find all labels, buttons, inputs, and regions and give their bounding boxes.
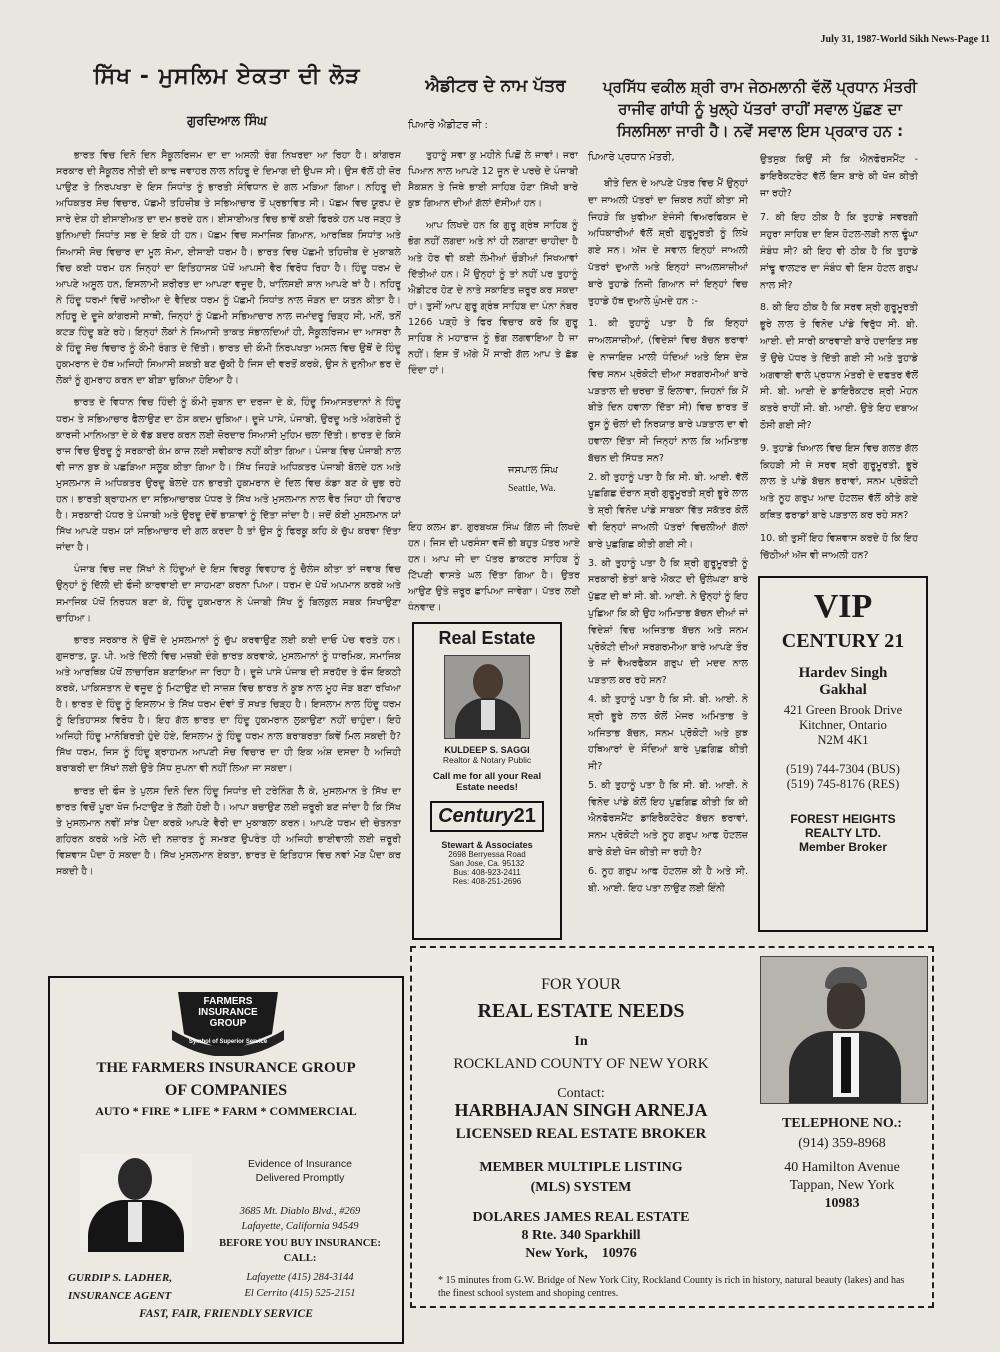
question-item: 6. ਨੂਹ ਗਰੁਪ ਆਫ ਹੋਟਲਜ਼ ਕੀ ਹੈ ਅਤੇ ਸੀ. ਬੀ. ਆਈ. ਇਹ ਪਤਾ ਲਾਉਣ ਲਈ ਇੰਨੀ [588, 865, 748, 894]
farmers-logo-line1: FARMERS [203, 996, 253, 1007]
article1-paragraph: ਭਾਰਤ ਵਿਚ ਦਿਨੋ ਦਿਨ ਸੈਕੂਲਰਿਜਮ ਦਾ ਦਾ ਅਸਲੀ ਰੰਗ ਨਿਖਰਦਾ ਆ ਰਿਹਾ ਹੈ। ਕਾਂਗਰਸ ਸਰਕਾਰ ਦੀ ਸੈਕੂਲਰ ਨੀਤੀ ਦੀ ਕਾਢ ਜਵਾਹਰ ਲਾਲ ਨਹਿਰੂ ਦੇ ਦਿਮਾਗ ਦੀ ਉਪਜ ਸੀ। ਉਸ ਵੱਲੋਂ ਹੀ ਜ਼ੋਰ ਪਾਉਣ ਤੇ ਨਿਰਪਖਤਾ ਦੇ ਇਸ ਸਿਧਾਂਤ ਨੂੰ ਭਾਰਤੀ ਸੰਵਿਧਾਨ ਦੇ ਗਲ ਮੜਿਆ ਗਿਆ। ਨਹਿਰੂ ਦੀ ਅਧਿਕਤਰ ਸੋਚ ਵਿਚਾਰ, ਪੱਛਮੀ ਤਹਿਜ਼ੀਬ ਤੇ ਸਭਿਆਚਾਰ ਤੋਂ ਪ੍ਰਭਾਵਿਤ ਸੀ। ਪੱਛਮ ਵਿਚ ਯੂਰਪ ਦੇ ਸਾਰੇ ਦੇਸ਼ ਹੀ ਈਸਾਈਅਤ ਦਾ ਦਮ ਭਰਦੇ ਹਨ। ਈਸਾਈਅਤ ਵਿਚ ਭਾਵੇਂ ਕਈ ਫਿਰਕੇ ਹਨ ਪਰ ਜੜ੍ਹ ਤੇ ਬੁਨਿਆਦੀ ਸਿਧਾਂਤ ਸਭ ਦੇ ਇਕੋ ਹੀ ਹਨ। ਪੱਛਮ ਵਿਚ ਸਮਾਜਿਕ ਗਿਆਨ, ਆਰਥਿਕ ਸਿਧਾਂਤ ਅਤੇ ਸਿਆਸੀ ਸੋਚ ਵਿਚਾਰ ਦਾ ਮੂਲ ਸੋਮਾ, ਈਸਾਈ ਧਰਮ ਹੈ। ਭਾਰਤ ਵਿਚ ਪੱਛਮੀ ਤਹਿਜ਼ੀਬ ਦੇ ਮੁਕਾਬਲੇ ਵਿਚ ਕਈ ਧਰਮ ਹਨ ਜਿਨ੍ਹਾਂ ਦਾ ਇਤਿਹਾਸਕ ਪੱਖੋਂ ਆਪਸੀ ਵੈਰ ਵਿਰੋਧ ਰਿਹਾ ਹੈ। ਹਿੰਦੂ ਧਰਮ ਦੇ ਆਪਣੇ ਅਸੂਲ ਹਨ, ਇਸਲਾਮੀ ਸ਼ਰੀਰਤ ਦਾ ਆਪਣਾ ਵਜੂਦ ਹੈ, ਖਾਲਿਸਈ ਸ਼ਾਨ ਆਪਣੇ ਥਾਂ ਹੈ। ਨਹਿਰੂ ਨੇ ਹਿੰਦੂ ਧਰਮਾਂ ਵਿਚੋਂ ਆਰੀਆ ਦੇ ਵੈਦਿਕ ਧਰਮ ਨੂੰ ਪੱਛਮੀ ਸਿਧਾਂਤ ਨਾਲ ਜੋੜਨ ਦਾ ਯਤਨ ਕੀਤਾ ਹੈ। ਨਹਿਰੂ ਦੇ ਦੂਜੇ ਕਾਂਗਰਸੀ ਸਾਥੀ, ਜਿਨ੍ਹਾਂ ਨੂੰ ਪੱਛਮੀ ਸਭਿਆਚਾਰ ਨਾਲ ਜਮਾਂਦਰੂ ਚਿੜ੍ਹ ਸੀ, ਮਨੋਂ, ਤਨੋਂ ਕਟੜ ਹਿੰਦੂ ਬਣੇ ਰਹੇ। ਇਨ੍ਹਾਂ ਲੋਕਾਂ ਨੇ ਸਿਆਸੀ ਤਾਕਤ ਸੰਭਾਲਦਿਆਂ ਹੀ, ਸੈਕੂਲਰਿਜਮ ਦਾ ਆਸਰਾ ਲੈ ਕੇ ਹਿੰਦੂ ਸੋਚ ਵਿਚਾਰ ਨੂੰ ਕੌਮੀ ਰੰਗਤ ਦੇ ਦਿੱਤੀ। ਭਾਰਤ ਦੀ ਕੌਮੀ ਨਿਰਪਖਤਾ ਅਸਲ ਵਿਚ ਉਥੋਂ ਦੇ ਹਿੰਦੂ ਹੁਕਮਰਾਨ ਦੇ ਹੱਥ ਅਜਿਹੀ ਸਿਆਸੀ ਸ਼ਕਤੀ ਬਣ ਚੁੱਕੀ ਹੈ ਜਿਸ ਦੀ ਵਰਤੋਂ ਕਰਕੇ, ਉਸ ਨੇ ਦੁਨੀਆ ਭਰ ਦੇ ਲੋਕਾਂ ਨੂੰ ਗੁਮਰਾਹ ਕਰਨ ਦਾ ਬੀੜਾ ਚੁਕਿਆ ਹੋਇਆ ਹੈ। [56, 150, 401, 387]
ad-gakhal-brand: CENTURY 21 [781, 630, 905, 652]
article2-body [408, 148, 578, 438]
letter-signature: ਜਸਪਾਲ ਸਿੰਘ [508, 465, 558, 476]
ad-saggi-name: KULDEEP S. SAGGI [444, 745, 530, 755]
page-dateline: July 31, 1987-World Sikh News-Page 11 [820, 34, 990, 45]
question-continuation: ਉਤਸੁਕ ਕਿਉਂ ਸੀ ਕਿ ਐਨਫੋਰਸਮੈਂਟ - ਡਾਇਰੈਕਟਰੇਟ ਵੱਲੋਂ ਇਸ ਬਾਰੇ ਕੀ ਖੋਜ ਕੀਤੀ ਜਾ ਰਹੀ? [760, 154, 918, 199]
century21-logo-text: Century [438, 805, 514, 827]
article1-paragraph: ਪੰਜਾਬ ਵਿਚ ਜਦ ਸਿੱਖਾਂ ਨੇ ਹਿੰਦੂਆਂ ਦੇ ਇਸ ਵਿਰਕੂ ਵਿਵਹਾਰ ਨੂੰ ਚੈਲੰਜ ਕੀਤਾ ਤਾਂ ਜਵਾਬ ਵਿਚ ਉਨ੍ਹਾਂ ਨੂੰ ਦਿੱਲੀ ਦੀ ਫੌਜੀ ਕਾਰਵਾਈ ਦਾ ਸਾਹਮਣਾ ਕਰਨਾ ਪਿਆ। ਧਰਮ ਦੇ ਪੱਖੋਂ ਅਪਮਾਨ ਕਰਕੇ ਅਤੇ ਸਮਾਜਿਕ ਪੱਖੋਂ ਨਿਰਧਨ ਬਣਾ ਕੇ, ਹਿੰਦੂ ਹੁਕਮਰਾਨ ਨੇ ਪੰਜਾਬੀ ਸਿੱਖ ਨੂੰ ਬਿਲਕੁਲ ਸਬਕ ਸਿਖਾਉਣਾ ਚਾਹਿਆ। [56, 564, 401, 624]
arneja-home2: Tappan, New York [789, 1178, 895, 1193]
ad-gakhal-member: Member Broker [798, 840, 888, 854]
farmers-address2: Lafayette, California 94549 [241, 1221, 359, 1232]
question-item: 1. ਕੀ ਤੁਹਾਨੂੰ ਪਤਾ ਹੈ ਕਿ ਇਨ੍ਹਾਂ ਜਾਅਲਸਾਜ਼ੀਆਂ, (ਵਿਦੇਸ਼ਾਂ ਵਿਚ ਬੱਚਨ ਭਰਾਵਾਂ ਦੇ ਨਾਜਾਇਜ਼ ਮਾਲੀ ਧੰਦਿਆਂ ਅਤੇ ਇਸ ਦੇਸ਼ ਵਿਚ ਸਨਮ ਪ੍ਰੋਕੋਟੀ ਦੀਆ ਸਰਗਰਮੀਆਂ ਬਾਰੇ ਪੜਤਾਲ ਦੀ ਚਰਚਾ ਤੋਂ ਇਲਾਵਾ, ਜਿਹਨਾਂ ਕਿ ਮੈਂ ਬੀਤੇ ਦਿਨ ਹਵਾਲਾ ਦਿੱਤਾ ਸੀ) ਵਿਚ ਭਾਰਤ ਤੋਂ ਰੂਸ ਨੂੰ ਚੋਲਾਂ ਦੀ ਨਿਰਯਾਤ ਬਾਰੇ ਪੜਤਾਲ ਦਾ ਵੀ ਹਵਾਲਾ ਦਿੱਤਾ ਸੀ ਜਿਨ੍ਹਾਂ ਨਾਲ ਕਿ ਅਮਿਤਾਭ ਬੱਚਨ ਦੀ ਸਿੱਧਤ ਸਨ? [588, 318, 748, 464]
ad-gakhal-address1: 421 Green Brook Drive [783, 703, 903, 717]
arneja-tel-label: TELEPHONE NO.: [782, 1116, 902, 1131]
article3-salutation: ਪਿਆਰੇ ਪ੍ਰਧਾਨ ਮੰਤਰੀ, [588, 152, 675, 163]
editor-note: ਇਹ ਕਲਮ ਡਾ. ਗੁਰਬਖਸ਼ ਸਿੰਘ ਗਿੱਲ ਜੀ ਲਿਖਦੇ ਹਨ। ਜਿਸ ਦੀ ਪਰਸੰਸਾ ਵਜੋਂ ਭੀ ਬਹੁਤ ਪੱਤਰ ਆਏ ਹਨ। ਆਪ ਜੀ ਦਾ ਪੱਤਰ ਡਾਕਟਰ ਸਾਹਿਬ ਨੂੰ ਟਿੱਪਣੀ ਵਾਸਤੇ ਘਲ ਦਿੱਤਾ ਗਿਆ ਹੈ। ਉਤਰ ਆਉਣ ਉਤੇ ਜ਼ਰੂਰ ਛਾਪਿਆ ਜਾਵੇਗਾ। ਪੱਤਰ ਲਈ ਧੰਨਵਾਦ। [408, 522, 580, 614]
agent-photo [444, 655, 530, 739]
farmers-evidence2: Delivered Promptly [255, 1172, 345, 1184]
ad-gakhal-name2: Gakhal [819, 682, 867, 698]
article1-paragraph: ਭਾਰਤ ਸਰਕਾਰ ਨੇ ਉਥੋਂ ਦੇ ਮੁਸਲਮਾਨਾਂ ਨੂੰ ਚੁੱਪ ਕਰਵਾਉਣ ਲਈ ਕਈ ਦਾਓ ਪੇਚ ਵਰਤੇ ਹਨ। ਗੁਜਰਾਤ, ਯੂ. ਪੀ. ਅਤੇ ਦਿੱਲੀ ਵਿਚ ਮਜ਼ਬੀ ਦੰਗੇ ਭਾਰਤ ਕਰਵਾਕੇ, ਮੁਸਲਮਾਨਾਂ ਨੂੰ ਧਾਰਮਿਕ, ਸਮਾਜਿਕ ਅਤੇ ਆਰਥਿਕ ਪੱਖੋਂ ਲਾਚਾਰਿਸ ਬਣਾਇਆ ਜਾ ਰਿਹਾ ਹੈ। ਦੂਜੇ ਪਾਸੇ ਪੰਜਾਬ ਦੀ ਸਰਹੱਦ ਤੇ ਫੌਜ ਇਕਠੀ ਕਰਕੇ, ਪਾਕਿਸਤਾਨ ਦੇ ਵਜੂਦ ਨੂੰ ਮਿਟਾਉਣ ਦੀ ਸਾਜ਼ਸ਼ ਵਿਚ ਭਾਰਤ ਨੇ ਕੂਝ ਨਾਲ ਮੂਹ ਜੋੜ ਬਣਾ ਰਖਿਆ ਹੈ। ਭਾਰਤ ਦੇ ਹਿੰਦੂ ਨੂੰ ਇਸਲਾਮ ਤੇ ਸਿੱਖ ਧਰਮ ਦੋਵਾਂ ਤੋਂ ਸਖਤ ਚਿੜ੍ਹ ਹੈ। ਇਸਲਾਮ ਨਾਲ ਹਿੰਦੂ ਧਰਮ ਨੂੰ ਇਤਿਹਾਸਕ ਵਿਰੋਧ ਹੈ। ਇਹ ਗੱਲ ਭਾਰਤ ਦਾ ਹਿੰਦੂ ਹੁਕਮਰਾਨ ਲੁਕਾਉਣਾ ਨਹੀਂ ਚਾਹੁੰਦਾ। ਇਹੋ ਅਜਿਹੀ ਹਿੰਦੂ ਮਾਨੋਬਿਰਤੀ ਹੁੰਦੇ ਹੋਏ, ਇਸਲਾਮ ਨੂੰ ਹਿੰਦੂ ਧਰਮ ਨਾਲ ਬਰਾਬਰਤਾ ਕਿਵੇਂ ਮਿਲ ਸਕਦੀ ਹੈ? ਸਿੱਖ ਧਰਮ, ਜਿਸ ਨੂੰ ਹਿੰਦੂ ਬ੍ਰਾਹਮਨ ਆਪਣੀ ਸੋਚ ਵਿਚਾਰ ਦਾ ਹੀ ਇਕ ਅੰਸ਼ ਦਸਦਾ ਹੈ ਅਜਿਹੀ ਬਰਾਬਰੀ ਦਾ ਸਿੱਖਾਂ ਲਈ ਉਤੇ ਸਿੱਧ ਸੁਪਨਾ ਵੀ ਨਹੀਂ ਲਿਆ ਜਾ ਸਕਦਾ। [56, 634, 401, 775]
arneja-line1: FOR YOUR [541, 976, 621, 993]
ad-saggi-address1: 2698 Berryessa Road [448, 850, 526, 859]
ad-gakhal-address2: Kitchner, Ontario [799, 718, 887, 732]
arneja-home3: 10983 [824, 1196, 860, 1211]
letter-location: Seattle, Wa. [508, 483, 556, 494]
ad-gakhal-phone-bus: (519) 744-7304 (BUS) [786, 762, 900, 776]
farmers-logo [168, 984, 288, 1056]
arneja-address2: New York, 10976 [525, 1246, 637, 1261]
ad-gakhal-company1: FOREST HEIGHTS [790, 812, 896, 826]
arneja-line4: ROCKLAND COUNTY OF NEW YORK [453, 1056, 709, 1072]
arneja-address1: 8 Rte. 340 Sparkhill [521, 1228, 641, 1243]
question-item: 9. ਤੁਹਾਡੇ ਖਿਆਲ ਵਿਚ ਇਸ ਵਿਚ ਗਲਤ ਗੱਲ ਕਿਹੜੀ ਸੀ ਜੇ ਸਰਵ ਸ਼੍ਰੀ ਗੁਰੂਮੂਰਤੀ, ਭੂਰੇ ਲਾਲ ਤੇ ਪਾਂਡੇ ਬੱਚਨ ਭਰਾਵਾਂ, ਸਨਮ ਪ੍ਰੋਕੋਟੀ ਅਤੇ ਨੂਹ ਗਰੁਪ ਆਦ ਹੋਟਲਜ਼ ਵੱਲੋਂ ਕੀਤੇ ਗਏ ਕਥਿਤ ਫਰਾਡਾਂ ਬਾਰੇ ਪੜਤਾਲ ਕਰ ਰਹੇ ਸਨ? [760, 442, 918, 521]
arneja-home1: 40 Hamilton Avenue [784, 1160, 900, 1175]
ad-saggi [412, 622, 562, 940]
farmers-address1: 3685 Mt. Diablo Blvd., #269 [239, 1206, 361, 1217]
ad-saggi-res: Res: 408-251-2696 [452, 877, 522, 886]
article1-paragraph: ਭਾਰਤ ਦੀ ਫੌਜ ਤੇ ਪੁਲਸ ਦਿਨੋ ਦਿਨ ਹਿੰਦੂ ਸਿਧਾਂਤ ਦੀ ਟਰੇਨਿੰਗ ਲੈ ਕੇ, ਮੁਸਲਮਾਨ ਤੇ ਸਿੱਖ ਦਾ ਭਾਰਤ ਵਿਚੋਂ ਪੂਰਾ ਖੋਜ ਮਿਟਾਉਣ ਤੇ ਲੱਗੀ ਹੋਈ ਹੈ। ਆਪਾ ਬਚਾਉਣ ਲਈ ਜ਼ਰੂਰੀ ਬਣ ਜਾਂਦਾ ਹੈ ਕਿ ਸਿੱਖ ਤੇ ਮੁਸਲਮਾਨ ਨਵੀਂ ਸਾਂਝ ਪੈਦਾ ਕਰਕੇ ਆਪਣੇ ਵੈਰੀ ਦਾ ਮੁਕਾਬਲਾ ਕਰਨ। ਆਪਣੇ ਧਰਮ ਦੀ ਚੇਤਨਤਾ ਗਹਿਰਨ ਕਰਕੇ ਅਤੇ ਮੇਲੇ ਦੀ ਨਜ਼ਾਰਤ ਨੂੰ ਸਮਝਣ ਉਪਰੰਤ ਹੀ ਅਜਿਹੀ ਭਾਈਵਾਲੀ ਲਈ ਜ਼ਰੂਰੀ ਵਿਸ਼ਵਾਸ ਪੈਦਾ ਹੋ ਸਕਦਾ ਹੈ। ਸਿੱਖ ਮੁਸਲਮਾਨ ਏਕਤਾ, ਭਾਰਤ ਦੇ ਇਤਿਹਾਸ ਵਿਚ ਨਵਾਂ ਮੋੜ ਪੈਦਾ ਕਰ ਸਕਦੀ ਹੈ। [56, 785, 401, 878]
ad-gakhal [758, 576, 928, 932]
farmers-logo-line3: GROUP [209, 1018, 247, 1029]
farmers-title2: OF COMPANIES [164, 1082, 288, 1099]
farmers-logo-tagline: Symbol of Superior Service [188, 1039, 268, 1045]
article1-paragraph: ਭਾਰਤ ਦੇ ਵਿਧਾਨ ਵਿਚ ਹਿੰਦੀ ਨੂੰ ਕੌਮੀ ਜ਼ੁਬਾਨ ਦਾ ਦਰਜਾ ਦੇ ਕੇ, ਹਿੰਦੂ ਸਿਆਸਤਦਾਨਾਂ ਨੇ ਹਿੰਦੂ ਧਰਮ ਤੇ ਸਭਿਆਚਾਰ ਫੈਲਾਉਣ ਦਾ ਠੋਸ ਕਦਮ ਚੁਕਿਆ। ਦੂਜੇ ਪਾਸੇ, ਪੰਜਾਬੀ, ਉਰਦੂ ਅਤੇ ਅੰਗਰੇਜ਼ੀ ਨੂੰ ਕਾਰਜੀ ਮਾਨਿਅਤਾ ਦੇ ਕੇ ਵੱਡ ਬਦਰ ਕਰਨ ਲਈ ਜ਼ੋਰਦਾਰ ਸਿਆਸੀ ਮੁਹਿਮ ਚਲਾ ਦਿੱਤੀ। ਭਾਰਤ ਦੇ ਕਿਸੇ ਰਾਜ ਵਿਚ ਉਰਦੂ ਨੂੰ ਸਰਕਾਰੀ ਕੰਮ ਕਾਜ ਲਈ ਸਵੀਕਾਰ ਨਹੀਂ ਕੀਤਾ ਗਿਆ। ਪੰਜਾਬ ਵਿਚ ਪੰਜਾਬੀ ਨਾਲ ਵੀ ਜਾਨ ਬੁਝ ਕੇ ਪਛੜਿਆ ਸਲੂਕ ਕੀਤਾ ਗਿਆ ਹੈ। ਸਿੱਖ ਜਿਹੜੇ ਅਧਿਕਤਰ ਪੰਜਾਬੀ ਬੋਲਦੇ ਹਨ ਅਤੇ ਮੁਸਲਮਾਨ ਜੋ ਅਧਿਕਤਰ ਉਰਦੂ ਬੋਲਦੇ ਹਨ ਭਾਰਤੀ ਹੁਕਮਰਾਨ ਦੇ ਦਿਲ ਵਿਚ ਕੰਡਾ ਬਣ ਕੇ ਚੁਭ ਰਹੇ ਹਨ। ਭਾਰਤੀ ਬ੍ਰਾਹਮਨ ਦਾ ਸਭਿਆਚਾਰਕ ਪੱਧਰ ਤੇ ਸਿੱਖ ਅਤੇ ਮੁਸਲਮਾਨ ਨਾਲ ਵੈਰ ਜਿਹਾ ਹੀ ਵਿਹਾਰ ਹੈ। ਸਰਕਾਰੀ ਪੱਧਰ ਤੇ ਪੰਜਾਬੀ ਅਤੇ ਉਰਦੂ ਦੋਵੇਂ ਭਾਸ਼ਾਵਾਂ ਨੂੰ ਦਿੱਤਾ ਜਾਂਦਾ ਹੈ। ਜਦੋਂ ਕੋਈ ਮੁਸਲਮਾਨ ਯਾਂ ਸਿੱਖ ਆਪਣੇ ਧਰਮ ਯਾਂ ਸਭਿਆਚਾਰ ਦੀ ਗਲ ਕਰਦਾ ਹੈ ਤਾਂ ਉਸ ਨੂੰ ਫਿਰਕੂ ਕਹਿ ਕੇ ਚੁੱਪ ਕਰਵਾ ਦਿੱਤਾ ਜਾਂਦਾ ਹੈ। [56, 397, 401, 554]
farmers-agent-name: GURDIP S. LADHER, [68, 1272, 173, 1284]
question-item: 10. ਕੀ ਤੁਸੀਂ ਇਹ ਵਿਸ਼ਵਾਸ ਕਰਦੇ ਹੋ ਕਿ ਇਹ ਚਿੱਠੀਆਂ ਅੱਜ ਵੀ ਜਾਅਲੀ ਹਨ? [760, 532, 918, 561]
ad-saggi-call2: Estate needs! [456, 782, 518, 793]
farmers-before: BEFORE YOU BUY INSURANCE: [219, 1238, 381, 1249]
article1-body [56, 148, 401, 966]
farmers-agent-title: INSURANCE AGENT [68, 1290, 172, 1302]
article1-byline: ਗੁਰਦਿਆਲ ਸਿੰਘ [187, 114, 267, 129]
arneja-company: DOLARES JAMES REAL ESTATE [472, 1210, 690, 1225]
arneja-line3: In [574, 1034, 588, 1049]
ad-gakhal-name1: Hardev Singh [798, 665, 888, 681]
ad-arneja [410, 946, 934, 1308]
ad-saggi-bus: Bus: 408-923-2411 [453, 868, 521, 877]
farmers-call: CALL: [283, 1253, 317, 1264]
ad-saggi-address2: San Jose, Ca. 95132 [449, 859, 525, 868]
ad-gakhal-phone-res: (519) 745-8176 (RES) [786, 777, 900, 791]
farmers-phone1: Lafayette (415) 284-3144 [246, 1272, 354, 1283]
article2-paragraph: ਆਪ ਲਿਖਦੇ ਹਨ ਕਿ ਗੁਰੂ ਗ੍ਰੰਥ ਸਾਹਿਬ ਨੂੰ ਭੋਗ ਨਹੀਂ ਲਗਦਾ ਅਤੇ ਨਾਂ ਹੀ ਲਗਾਣਾ ਚਾਹੀਦਾ ਹੈ ਅਤੇ ਹੋਰ ਵੀ ਕਈ ਲੰਮੀਆਂ ਚੌੜੀਆਂ ਸਿਖਆਵਾਂ ਦਿੱਤੀਆਂ ਹਨ। ਮੈਂ ਉਨ੍ਹਾਂ ਨੂੰ ਤਾਂ ਨਹੀਂ ਪਰ ਤੁਹਾਨੂੰ ਐਡੀਟਰ ਹੋਣ ਦੇ ਨਾਤੇ ਸਕਾਇਤ ਜ਼ਰੂਰ ਕਰ ਸਕਦਾ ਹਾਂ। ਤੁਸੀਂ ਆਪ ਗੁਰੂ ਗ੍ਰੰਥ ਸਾਹਿਬ ਦਾ ਪੰਨਾ ਨੰਬਰ 1266 ਪੜ੍ਹੋ ਤੇ ਫਿਰ ਵਿਚਾਰ ਕਰੋ ਕਿ ਗੁਰੂ ਸਾਹਿਬ ਨੇ ਮਹਾਰਾਜ ਨੂੰ ਭੋਗ ਲਗਵਾਇਆ ਹੈ ਜਾ ਨਹੀਂ। ਇਸ ਤੋਂ ਅੱਗੇ ਮੈਂ ਸਾਰੀ ਗੱਲ ਆਪ ਤੇ ਛੱਡ ਦਿੰਦਾ ਹਾਂ। [408, 220, 578, 377]
article2-salutation: ਪਿਆਰੇ ਐਡੀਟਰ ਜੀ : [408, 120, 488, 131]
arneja-contact: Contact: [557, 1086, 605, 1101]
century21-logo [430, 801, 544, 832]
ad-saggi-title: Realtor & Notary Public [442, 755, 532, 765]
ad-farmers [48, 976, 404, 1344]
ad-saggi-heading: Real Estate [438, 628, 536, 648]
arneja-license: LICENSED REAL ESTATE BROKER [455, 1126, 707, 1142]
question-item: 3. ਕੀ ਤੁਹਾਨੂੰ ਪਤਾ ਹੈ ਕਿ ਸ਼੍ਰੀ ਗੁਰੂਮੂਰਤੀ ਨੂੰ ਸਰਕਾਰੀ ਭੇਤਾਂ ਬਾਰੇ ਐਕਟ ਦੀ ਉਲੰਘਣਾ ਬਾਰੇ ਪੁੱਛਣ ਦੀ ਥਾਂ ਸੀ. ਬੀ. ਆਈ. ਨੇ ਉਨ੍ਹਾਂ ਨੂੰ ਇਹ ਪੁਛਿਆ ਕਿ ਕੀ ਉਹ ਅਮਿਤਾਭ ਬੱਚਨ ਦੀਆਂ ਜਾਂ ਵਿਦੇਸ਼ਾਂ ਵਿਚ ਅਜਿਤਾਭ ਬੱਚਨ ਅਤੇ ਸਨਮ ਪ੍ਰੋਕੋਟੀ ਦੀਆਂ ਸਰਗਰਮੀਆ ਬਾਰੇ ਆਪਣੇ ਤੌਰ ਤੇ ਜਾਂ ਵੈਅਰਫੈਕਸ ਗਰੁਪ ਦੀ ਮਦਦ ਨਾਲ ਪੜਤਾਲ ਕਰ ਰਹੇ ਸਨ? [588, 557, 748, 687]
article3-intro: ਬੀਤੇ ਦਿਨ ਦੇ ਆਪਣੇ ਪੱਤਰ ਵਿਚ ਮੈਂ ਉਨ੍ਹਾਂ ਦਾ ਜਾਅਲੀ ਪੱਤਰਾਂ ਦਾ ਜ਼ਿਕਰ ਨਹੀਂ ਕੀਤਾ ਸੀ ਜਿਹੜੇ ਕਿ ਖੁਫੀਆ ਏਜੰਸੀ ਵਿਅਰਫਿਕਸ ਦੇ ਅਧਿਕਾਰੀਆਂ ਵੱਲੋਂ ਸ਼੍ਰੀ ਗੁਰੂਮੂਰਤੀ ਨੂੰ ਲਿਖੇ ਗਏ ਸਨ। ਅੱਜ ਦੇ ਸਵਾਲ ਇਨ੍ਹਾਂ ਜਾਅਲੀ ਪੱਤਰਾਂ ਦੁਆਲੇ ਅਤੇ ਇਨ੍ਹਾਂ ਜਾਅਲਸਾਜ਼ੀਆਂ ਬਾਰੇ ਤੁਹਾਡੇ ਨਿਜੀ ਗਿਆਨ ਜਾਂ ਇਨ੍ਹਾਂ ਵਿਚ ਤੁਹਾਡੇ ਹੱਥ ਦੁਆਲੇ ਘੁੰਮਦੇ ਹਨ :- [588, 178, 748, 307]
question-item: 4. ਕੀ ਤੁਹਾਨੂੰ ਪਤਾ ਹੈ ਕਿ ਸੀ. ਬੀ. ਆਈ. ਨੇ ਸ਼੍ਰੀ ਭੂਰੇ ਲਾਲ ਕੋਲੋਂ ਮੇਜਰ ਅਮਿਤਾਭ ਤੇ ਅਜਿਤਾਭ ਬੱਚਨ, ਸਨਮ ਪ੍ਰੋਕੋਟੀ ਅਤੇ ਕੁਝ ਹਥਿਆਰਾਂ ਦੇ ਸੌਦਿਆਂ ਬਾਰੇ ਪੁਛਗਿਛ ਕੀਤੀ ਸੀ? [588, 693, 748, 773]
farmers-evidence1: Evidence of Insurance [248, 1158, 352, 1170]
farmers-phone2: El Cerrito (415) 525-2151 [244, 1288, 356, 1299]
ad-saggi-company: Stewart & Associates [441, 840, 533, 850]
broker-photo [760, 956, 928, 1104]
question-item: 8. ਕੀ ਇਹ ਠੀਕ ਹੈ ਕਿ ਸਰਵ ਸ਼੍ਰੀ ਗੁਰੂਮੂਰਤੀ ਭੂਰੇ ਲਾਲ ਤੇ ਵਿਨੋਦ ਪਾਂਡੇ ਵਿਰੁੱਧ ਸੀ. ਬੀ. ਆਈ. ਦੀ ਸਾਰੀ ਕਾਰਵਾਈ ਬਾਰੇ ਹਦਾਇਤ ਸਭ ਤੋਂ ਉਚੇ ਪੱਧਰ ਤੇ ਦਿੱਤੀ ਗਈ ਸੀ ਅਤੇ ਤੁਹਾਡੇ ਅਗਵਾਈ ਵਾਲੇ ਪ੍ਰਧਾਨ ਮੰਤਰੀ ਦੇ ਦਫਤਰ ਵੱਲੋਂ ਸੀ. ਬੀ. ਆਈ ਦੇ ਡਾਇਰੈਕਟਰ ਸ਼੍ਰੀ ਮੋਹਨ ਕਤਰੇ ਰਾਹੀਂ ਸੀ. ਬੀ. ਆਈ. ਉਤੇ ਇਹ ਦਬਾਅ ਠੋਸੀ ਗਈ ਸੀ? [760, 302, 918, 431]
article3-left-column [588, 176, 748, 936]
ad-gakhal-vip: VIP [813, 588, 873, 625]
century21-logo-number: 21 [513, 805, 536, 827]
farmers-logo-line2: INSURANCE [198, 1007, 258, 1018]
article1-title: ਸਿੱਖ - ਮੁਸਲਿਮ ਏਕਤਾ ਦੀ ਲੋੜ [93, 64, 361, 89]
question-item: 5. ਕੀ ਤੁਹਾਨੂੰ ਪਤਾ ਹੈ ਕਿ ਸੀ. ਬੀ. ਆਈ. ਨੇ ਵਿਨੋਦ ਪਾਂਡੇ ਕੋਲੋਂ ਇਹ ਪੁਛਗਿਛ ਕੀਤੀ ਕਿ ਕੀ ਐਨਫੋਰਸਮੈਂਟ ਡਾਇਰੈਕਟੋਰੇਟ ਬੱਚਨ ਭਰਾਵਾਂ, ਸਨਮ ਪ੍ਰੋਕੋਟੀ ਅਤੇ ਨੂਹ ਗਰੁਪ ਆਫ ਹੋਟਲਜ਼ ਬਾਰੇ ਕੋਈ ਖੋਜ ਕੀਤੀ ਜਾ ਰਹੀ ਹੈ? [588, 779, 748, 859]
arneja-mls1: MEMBER MULTIPLE LISTING [479, 1160, 683, 1175]
agent-photo [80, 1154, 192, 1252]
farmers-slogan: FAST, FAIR, FRIENDLY SERVICE [139, 1308, 313, 1320]
article2-paragraph: ਤੁਹਾਨੂੰ ਸਵਾ ਕੁ ਮਹੀਨੇ ਪਿਛੋਂ ਲੇ ਜਾਵਾਂ। ਜਰਾ ਪਿਆਨ ਨਾਲ ਆਪਣੇ 12 ਜੂਨ ਦੇ ਪਰਚੇ ਦੇ ਪੰਜਾਬੀ ਸੈਕਸ਼ਨ ਤੇ ਜਿਥੇ ਭਾਈ ਸਾਹਿਬ ਹੋਣਾ ਸਿੱਖੀ ਬਾਰੇ ਕੁਝ ਗਿਆਨ ਦੀਆਂ ਗੱਲਾਂ ਦੱਸੀਆਂ ਹਨ। [408, 150, 578, 210]
ad-gakhal-company2: REALTY LTD. [805, 826, 881, 840]
arneja-mls2: (MLS) SYSTEM [530, 1180, 632, 1195]
ad-gakhal-address3: N2M 4K1 [817, 733, 869, 747]
farmers-title1: THE FARMERS INSURANCE GROUP [96, 1060, 356, 1076]
question-item: 7. ਕੀ ਇਹ ਠੀਕ ਹੈ ਕਿ ਤੁਹਾਡੇ ਸਵਰਗੀ ਸਹੁਰਾ ਸਾਹਿਬ ਦਾ ਇਸ ਹੋਟਲ-ਲੜੀ ਨਾਲ ਢੂੰਘਾ ਸੰਬੰਧ ਸੀ? ਕੀ ਇਹ ਵੀ ਠੀਕ ਹੈ ਕਿ ਤੁਹਾਡੇ ਸਾਂਢੂ ਵਾਲਟਰ ਦਾ ਸੰਬੰਧ ਵੀ ਇਸ ਹੋਟਲ ਗਰੁਪ ਨਾਲ ਸੀ? [760, 212, 918, 291]
ad-saggi-call1: Call me for all your Real [432, 771, 542, 782]
arneja-tel: (914) 359-8968 [798, 1136, 886, 1151]
article3-right-column [760, 152, 918, 572]
arneja-name: HARBHAJAN SINGH ARNEJA [454, 1100, 708, 1120]
article2-title: ਐਡੀਟਰ ਦੇ ਨਾਮ ਪੱਤਰ [425, 76, 566, 96]
question-item: 2. ਕੀ ਤੁਹਾਨੂੰ ਪਤਾ ਹੈ ਕਿ ਸੀ. ਬੀ. ਆਈ. ਵੱਲੋਂ ਪੁਛਗਿਛ ਦੌਰਾਨ ਸ਼੍ਰੀ ਗੁਰੂਮੂਰਤੀ ਸ਼੍ਰੀ ਭੂਰੇ ਲਾਲ ਤੇ ਸ਼੍ਰੀ ਵਿਨੋਦ ਪਾਂਡੇ ਸਾਬਕਾ ਵਿੱਤ ਸਕੱਤਰ ਕੋਲੋਂ ਵੀ ਇਨ੍ਹਾਂ ਜਾਅਲੀ ਪੱਤਰਾਂ ਵਿਚਲੀਆਂ ਗੱਲਾਂ ਬਾਰੇ ਪੁਛਗਿਛ ਕੀਤੀ ਗਈ ਸੀ। [588, 471, 748, 550]
arneja-footnote: * 15 minutes from G.W. Bridge of New York City, Rockland County is rich in history, natural beauty (lakes) and has the finest school system and shoping centres. [438, 1275, 905, 1299]
farmers-lines: AUTO * FIRE * LIFE * FARM * COMMERCIAL [95, 1104, 357, 1118]
arneja-line2: REAL ESTATE NEEDS [477, 1000, 685, 1022]
article3-title: ਪ੍ਰਸਿੱਧ ਵਕੀਲ ਸ਼੍ਰੀ ਰਾਮ ਜੇਠਮਲਾਨੀ ਵੱਲੋਂ ਪ੍ਰਧਾਨ ਮੰਤਰੀ ਰਾਜੀਵ ਗਾਂਧੀ ਨੂੰ ਖੁਲ੍ਹੇ ਪੱਤਰਾਂ ਰਾਹੀਂ ਸਵਾਲ ਪੁੱਛਣ ਦਾ ਸਿਲਸਿਲਾ ਜਾਰੀ ਹੈ। ਨਵੇਂ ਸਵਾਲ ਇਸ ਪ੍ਰਕਾਰ ਹਨ : [602, 78, 918, 140]
